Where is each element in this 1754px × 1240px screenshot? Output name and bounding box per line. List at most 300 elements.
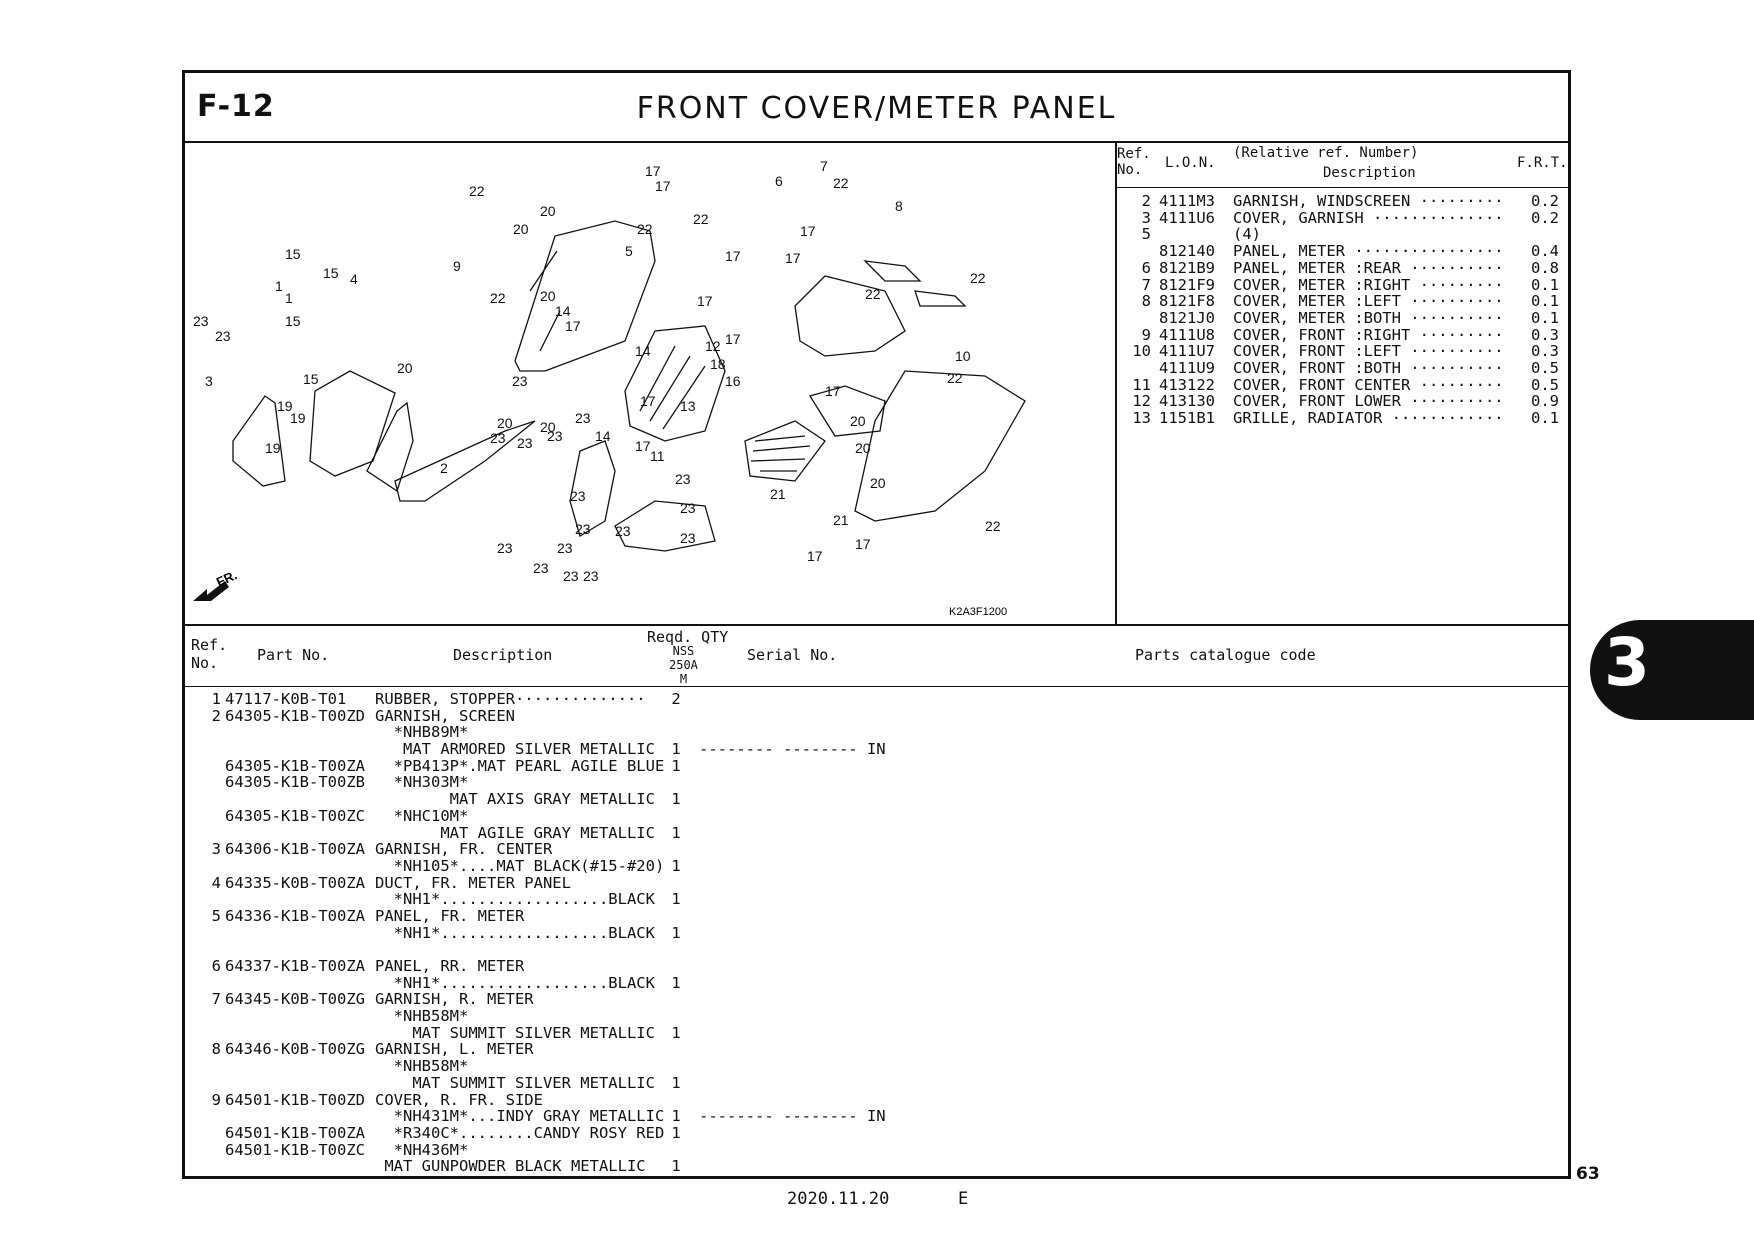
lon-row bbox=[1121, 193, 1559, 210]
parts-header-serial: Serial No. bbox=[747, 646, 838, 664]
parts-cell-ref bbox=[185, 941, 221, 958]
parts-row bbox=[185, 774, 899, 791]
callout-label: 14 bbox=[555, 303, 571, 319]
parts-cell-qty bbox=[657, 1092, 695, 1109]
lon-cell-ref: 5 bbox=[1141, 225, 1151, 244]
lon-cell-lon: 4111M3 bbox=[1159, 192, 1215, 210]
parts-row bbox=[185, 858, 899, 875]
lon-cell-frt: 0.2 bbox=[1531, 192, 1559, 210]
callout-label: 6 bbox=[775, 173, 783, 189]
lon-row bbox=[1121, 327, 1559, 344]
parts-table-header bbox=[185, 626, 1568, 687]
parts-row bbox=[185, 991, 899, 1008]
parts-cell-ref bbox=[185, 891, 221, 908]
callout-label: 20 bbox=[540, 288, 556, 304]
parts-cell-qty: 1 bbox=[671, 856, 681, 875]
parts-cell-part: 64306-K1B-T00ZA bbox=[225, 840, 365, 859]
parts-cell-part bbox=[221, 925, 375, 942]
lon-cell-ref bbox=[1121, 360, 1151, 377]
callout-label: 20 bbox=[850, 413, 866, 429]
callout-label: 20 bbox=[870, 475, 886, 491]
parts-cell-ref: 3 bbox=[211, 840, 221, 859]
parts-cell-part bbox=[221, 975, 375, 992]
lon-header-frt: F.R.T. bbox=[1517, 155, 1568, 171]
parts-cell-ref bbox=[185, 774, 221, 791]
lon-cell-ref: 2 bbox=[1141, 192, 1151, 210]
callout-label: 20 bbox=[513, 221, 529, 237]
parts-row bbox=[185, 1075, 899, 1092]
callout-label: 23 bbox=[680, 500, 696, 516]
callout-label: 17 bbox=[807, 548, 823, 564]
lon-cell-lon: 4111U9 bbox=[1159, 359, 1215, 378]
callout-label: 23 bbox=[615, 523, 631, 539]
lon-cell-lon: 413122 bbox=[1159, 375, 1215, 394]
parts-cell-serial bbox=[695, 925, 899, 942]
parts-cell-qty: 1 bbox=[671, 1107, 681, 1126]
parts-row bbox=[185, 1041, 899, 1058]
cover-front-part bbox=[855, 371, 1025, 521]
parts-cell-ref bbox=[185, 1142, 221, 1159]
parts-cell-qty bbox=[657, 774, 695, 791]
parts-header-desc: Description bbox=[453, 646, 553, 664]
lon-cell-desc: GARNISH, WINDSCREEN ········· bbox=[1233, 193, 1504, 210]
parts-cell-desc: *R340C*........CANDY ROSY RED bbox=[375, 1123, 665, 1142]
parts-cell-ref: 2 bbox=[211, 706, 221, 725]
callout-label: 20 bbox=[855, 440, 871, 456]
callout-label: 5 bbox=[625, 243, 633, 259]
parts-cell-qty: 1 bbox=[671, 1073, 681, 1092]
callout-label: 16 bbox=[725, 373, 741, 389]
l-meter-cover-part bbox=[915, 291, 965, 306]
lon-cell-frt: 0.5 bbox=[1531, 359, 1559, 378]
callout-label: 17 bbox=[655, 178, 671, 194]
parts-cell-part: 64346-K0B-T00ZG bbox=[225, 1040, 365, 1059]
parts-cell-part: 64345-K0B-T00ZG bbox=[225, 990, 365, 1009]
lon-cell-desc: COVER, FRONT CENTER ········· bbox=[1233, 376, 1504, 394]
callout-label: 18 bbox=[710, 356, 726, 372]
parts-cell-qty: 2 bbox=[671, 690, 681, 708]
parts-row bbox=[185, 841, 899, 858]
parts-cell-serial bbox=[695, 1041, 899, 1058]
parts-cell-desc: MAT AGILE GRAY METALLIC bbox=[375, 823, 655, 842]
callout-label: 1 bbox=[285, 290, 293, 306]
callout-label: 22 bbox=[947, 370, 963, 386]
page-frame bbox=[182, 70, 1571, 1179]
lon-cell-ref bbox=[1121, 310, 1151, 327]
parts-cell-serial bbox=[695, 825, 899, 842]
parts-cell-desc: MAT ARMORED SILVER METALLIC bbox=[375, 740, 655, 759]
callout-label: 21 bbox=[833, 512, 849, 528]
lon-cell-frt: 0.5 bbox=[1531, 375, 1559, 394]
parts-cell-qty bbox=[657, 941, 695, 958]
parts-cell-desc: MAT SUMMIT SILVER METALLIC bbox=[375, 1023, 655, 1042]
labor-operation-table bbox=[1117, 141, 1571, 624]
parts-cell-desc: PANEL, FR. METER bbox=[375, 906, 525, 925]
callout-label: 9 bbox=[453, 258, 461, 274]
parts-row bbox=[185, 958, 899, 975]
parts-cell-part: 64501-K1B-T00ZA bbox=[225, 1123, 365, 1142]
callout-label: 14 bbox=[635, 343, 651, 359]
parts-header-ref: Ref. No. bbox=[191, 636, 228, 672]
parts-cell-desc: *NHB89M* bbox=[375, 723, 469, 742]
parts-cell-part bbox=[221, 791, 375, 808]
parts-cell-ref bbox=[185, 858, 221, 875]
parts-cell-ref: 9 bbox=[211, 1090, 221, 1109]
lon-cell-ref: 12 bbox=[1132, 392, 1151, 411]
parts-cell-ref bbox=[185, 925, 221, 942]
parts-cell-part bbox=[221, 858, 375, 875]
parts-cell-qty bbox=[657, 958, 695, 975]
callout-label: 22 bbox=[693, 211, 709, 227]
lon-cell-lon: 812140 bbox=[1159, 242, 1215, 261]
lon-cell-frt: 0.1 bbox=[1531, 275, 1559, 294]
callout-label: 23 bbox=[680, 530, 696, 546]
parts-cell-part bbox=[221, 741, 375, 758]
lon-cell-desc: PANEL, METER :REAR ·········· bbox=[1233, 259, 1504, 277]
parts-cell-part bbox=[221, 1058, 375, 1075]
callout-label: 22 bbox=[970, 270, 986, 286]
parts-row bbox=[185, 925, 899, 942]
callout-label: 17 bbox=[800, 223, 816, 239]
callout-label: 20 bbox=[397, 360, 413, 376]
parts-cell-desc: *PB413P*.MAT PEARL AGILE BLUE bbox=[375, 756, 665, 775]
parts-cell-ref: 5 bbox=[211, 906, 221, 925]
callout-label: 22 bbox=[637, 221, 653, 237]
lon-row bbox=[1121, 277, 1559, 294]
callout-label: 23 bbox=[575, 410, 591, 426]
parts-cell-desc: DUCT, FR. METER PANEL bbox=[375, 873, 571, 892]
lon-cell-desc: COVER, FRONT :RIGHT ········· bbox=[1233, 326, 1504, 344]
callout-label: 11 bbox=[650, 448, 665, 464]
lon-cell-desc: COVER, GARNISH ·············· bbox=[1233, 209, 1504, 227]
parts-cell-serial bbox=[695, 1025, 899, 1042]
rr-meter-panel-part bbox=[795, 276, 905, 356]
lon-header-desc: Description bbox=[1323, 165, 1416, 181]
parts-cell-part bbox=[221, 941, 375, 958]
lon-cell-lon: 8121J0 bbox=[1159, 308, 1215, 327]
parts-row bbox=[185, 791, 899, 808]
parts-row bbox=[185, 741, 899, 758]
lon-cell-lon: 8121B9 bbox=[1159, 258, 1215, 277]
parts-table-body bbox=[185, 691, 899, 1175]
callout-label: 23 bbox=[557, 540, 573, 556]
parts-cell-part: 64501-K1B-T00ZD bbox=[225, 1090, 365, 1109]
parts-cell-part bbox=[221, 825, 375, 842]
parts-cell-desc: PANEL, RR. METER bbox=[375, 957, 525, 975]
callout-label: 17 bbox=[785, 250, 801, 266]
parts-cell-desc: *NH1*..................BLACK bbox=[375, 973, 655, 992]
parts-cell-ref bbox=[185, 1108, 221, 1125]
parts-cell-qty bbox=[657, 808, 695, 825]
parts-cell-ref bbox=[185, 1075, 221, 1092]
lon-header-ref: Ref. No. bbox=[1117, 146, 1151, 178]
lon-cell-ref: 9 bbox=[1141, 325, 1151, 344]
parts-cell-part bbox=[221, 1075, 375, 1092]
callout-label: 23 bbox=[675, 471, 691, 487]
lon-cell-lon: 8121F8 bbox=[1159, 292, 1215, 311]
callout-label: 15 bbox=[323, 265, 339, 281]
parts-cell-desc: MAT GUNPOWDER BLACK METALLIC bbox=[375, 1157, 646, 1176]
lon-cell-ref bbox=[1121, 243, 1151, 260]
parts-cell-serial: -------- -------- IN bbox=[699, 1107, 886, 1126]
callout-label: 23 bbox=[575, 521, 591, 537]
parts-cell-serial bbox=[695, 1142, 899, 1159]
parts-cell-part: 64501-K1B-T00ZC bbox=[225, 1140, 365, 1159]
parts-row bbox=[185, 708, 899, 725]
parts-cell-part: 64305-K1B-T00ZD bbox=[225, 706, 365, 725]
parts-row bbox=[185, 941, 899, 958]
parts-cell-serial bbox=[695, 1158, 899, 1175]
parts-row bbox=[185, 1058, 899, 1075]
callout-label: 20 bbox=[540, 203, 556, 219]
parts-cell-qty bbox=[657, 908, 695, 925]
parts-cell-part bbox=[221, 724, 375, 741]
callout-label: 23 bbox=[215, 328, 231, 344]
lon-row bbox=[1121, 343, 1559, 360]
parts-row bbox=[185, 1108, 899, 1125]
parts-cell-part: 64337-K1B-T00ZA bbox=[225, 957, 365, 975]
parts-cell-qty: 1 bbox=[671, 1023, 681, 1042]
callout-label: 20 bbox=[497, 415, 513, 431]
parts-cell-serial bbox=[695, 975, 899, 992]
lon-cell-desc: COVER, FRONT LOWER ·········· bbox=[1233, 393, 1504, 411]
parts-cell-serial bbox=[695, 841, 899, 858]
lon-cell-frt: 0.4 bbox=[1531, 242, 1559, 261]
parts-cell-part: 64305-K1B-T00ZC bbox=[225, 806, 365, 825]
r-meter-cover-part bbox=[865, 261, 920, 281]
lon-cell-desc: COVER, METER :BOTH ·········· bbox=[1233, 309, 1504, 327]
callout-label: 19 bbox=[290, 410, 306, 426]
callout-label: 17 bbox=[725, 248, 741, 264]
callout-label: 8 bbox=[895, 198, 903, 214]
garnish-screen-part bbox=[395, 421, 535, 501]
parts-cell-desc bbox=[375, 941, 657, 958]
callout-label: 19 bbox=[277, 398, 293, 414]
section-tab-number: 3 bbox=[1604, 624, 1650, 701]
lon-cell-lon bbox=[1151, 226, 1233, 243]
lon-row bbox=[1121, 410, 1559, 427]
lon-cell-lon: 1151B1 bbox=[1159, 409, 1215, 428]
parts-cell-serial bbox=[695, 808, 899, 825]
parts-cell-ref: 4 bbox=[211, 873, 221, 892]
parts-cell-qty bbox=[657, 1058, 695, 1075]
parts-cell-part bbox=[221, 891, 375, 908]
callout-label: 14 bbox=[595, 428, 611, 444]
parts-cell-desc: *NHB58M* bbox=[375, 1007, 469, 1026]
parts-cell-ref bbox=[185, 975, 221, 992]
lon-cell-desc: COVER, FRONT :BOTH ·········· bbox=[1233, 360, 1504, 377]
parts-cell-ref bbox=[185, 1058, 221, 1075]
callout-label: 17 bbox=[725, 331, 741, 347]
parts-cell-desc: *NH105*....MAT BLACK(#15-#20) bbox=[375, 856, 665, 875]
parts-cell-serial: -------- -------- IN bbox=[699, 740, 886, 759]
parts-cell-qty: 1 bbox=[671, 1157, 681, 1176]
lon-cell-ref: 7 bbox=[1141, 275, 1151, 294]
parts-cell-desc: *NH1*..................BLACK bbox=[375, 923, 655, 942]
lon-cell-lon: 8121F9 bbox=[1159, 275, 1215, 294]
parts-cell-serial bbox=[695, 724, 899, 741]
callout-label: 12 bbox=[705, 338, 721, 354]
parts-cell-serial bbox=[695, 908, 899, 925]
lon-cell-lon: 4111U8 bbox=[1159, 325, 1215, 344]
parts-row bbox=[185, 875, 899, 892]
lon-row bbox=[1121, 243, 1559, 260]
lon-cell-lon: 4111U7 bbox=[1159, 342, 1215, 361]
parts-cell-ref bbox=[185, 825, 221, 842]
lon-header-desc-top: (Relative ref. Number) bbox=[1233, 145, 1419, 161]
lon-row bbox=[1121, 210, 1559, 227]
parts-cell-serial bbox=[695, 991, 899, 1008]
lon-row bbox=[1121, 226, 1559, 243]
callout-label: 13 bbox=[680, 398, 696, 414]
lon-cell-frt: 0.9 bbox=[1531, 392, 1559, 411]
parts-row bbox=[185, 808, 899, 825]
parts-cell-qty bbox=[657, 991, 695, 1008]
parts-cell-serial bbox=[695, 758, 899, 775]
parts-cell-serial bbox=[695, 1058, 899, 1075]
parts-row bbox=[185, 691, 899, 708]
parts-cell-desc: GARNISH, FR. CENTER bbox=[375, 840, 553, 859]
parts-cell-qty: 1 bbox=[671, 890, 681, 909]
parts-row bbox=[185, 1092, 899, 1109]
parts-cell-part bbox=[221, 1008, 375, 1025]
callout-label: 17 bbox=[565, 318, 581, 334]
callout-label: 15 bbox=[285, 246, 301, 262]
callout-label: 17 bbox=[697, 293, 713, 309]
parts-cell-ref bbox=[185, 1158, 221, 1175]
parts-row bbox=[185, 825, 899, 842]
parts-cell-serial bbox=[695, 791, 899, 808]
lon-cell-frt: 0.3 bbox=[1531, 325, 1559, 344]
exploded-diagram bbox=[185, 141, 1117, 624]
callout-label: 15 bbox=[303, 371, 319, 387]
parts-cell-part: 64305-K1B-T00ZA bbox=[225, 756, 365, 775]
lon-cell-frt: 0.1 bbox=[1531, 409, 1559, 428]
callout-label: 23 bbox=[583, 568, 599, 584]
callout-label: 17 bbox=[645, 163, 661, 179]
lon-row bbox=[1121, 293, 1559, 310]
parts-cell-serial bbox=[695, 774, 899, 791]
parts-row bbox=[185, 908, 899, 925]
callout-label: 23 bbox=[570, 488, 586, 504]
cover-r-fr-side-part bbox=[515, 221, 655, 371]
parts-cell-ref bbox=[185, 758, 221, 775]
callout-label: 22 bbox=[865, 286, 881, 302]
parts-row bbox=[185, 1008, 899, 1025]
parts-cell-desc: *NH303M* bbox=[375, 773, 469, 792]
callout-label: 23 bbox=[517, 435, 533, 451]
parts-cell-part: 47117-K0B-T01 bbox=[225, 690, 347, 708]
footer-edition: E bbox=[958, 1189, 969, 1209]
lon-cell-frt: 0.1 bbox=[1531, 292, 1559, 311]
parts-row bbox=[185, 1158, 899, 1175]
parts-cell-ref bbox=[185, 791, 221, 808]
diagram-image-code: K2A3F1200 bbox=[949, 606, 1008, 618]
parts-cell-part bbox=[221, 1108, 375, 1125]
callout-label: 10 bbox=[955, 348, 971, 364]
callout-label: 23 bbox=[547, 428, 563, 444]
callout-label: 15 bbox=[285, 313, 301, 329]
parts-cell-serial bbox=[695, 958, 899, 975]
lon-table-header bbox=[1117, 141, 1571, 188]
parts-cell-desc: MAT AXIS GRAY METALLIC bbox=[375, 790, 655, 809]
parts-cell-ref bbox=[185, 1025, 221, 1042]
parts-row bbox=[185, 724, 899, 741]
parts-cell-part: 64305-K1B-T00ZB bbox=[225, 773, 365, 792]
lon-row bbox=[1121, 377, 1559, 394]
callout-label: 23 bbox=[533, 560, 549, 576]
callout-label: 1 bbox=[275, 278, 283, 294]
fr-label: FR. bbox=[213, 567, 240, 590]
parts-cell-qty: 1 bbox=[671, 756, 681, 775]
lon-cell-ref: 10 bbox=[1132, 342, 1151, 361]
parts-cell-qty bbox=[657, 1041, 695, 1058]
parts-cell-qty bbox=[657, 1008, 695, 1025]
parts-cell-desc: *NHB58M* bbox=[375, 1057, 469, 1076]
section-tab bbox=[1590, 620, 1754, 720]
parts-header-reqd: Reqd. QTY bbox=[647, 628, 729, 646]
callout-label: 22 bbox=[985, 518, 1001, 534]
parts-cell-qty bbox=[657, 875, 695, 892]
lon-cell-desc: COVER, METER :RIGHT ········· bbox=[1233, 276, 1504, 294]
parts-cell-serial bbox=[695, 891, 899, 908]
parts-cell-serial bbox=[695, 941, 899, 958]
parts-cell-ref: 7 bbox=[211, 990, 221, 1009]
parts-cell-desc: GARNISH, L. METER bbox=[375, 1040, 534, 1059]
callout-label: 22 bbox=[490, 290, 506, 306]
parts-row bbox=[185, 975, 899, 992]
parts-cell-ref bbox=[185, 741, 221, 758]
parts-cell-desc: *NH1*..................BLACK bbox=[375, 890, 655, 909]
parts-cell-serial bbox=[695, 858, 899, 875]
parts-row bbox=[185, 1025, 899, 1042]
parts-header-part: Part No. bbox=[257, 646, 330, 664]
callout-label: 23 bbox=[193, 313, 209, 329]
parts-cell-desc: *NH431M*...INDY GRAY METALLIC bbox=[375, 1107, 665, 1126]
parts-cell-serial bbox=[695, 875, 899, 892]
parts-cell-ref bbox=[185, 808, 221, 825]
lon-cell-desc: COVER, METER :LEFT ·········· bbox=[1233, 293, 1504, 310]
lon-cell-lon: 4111U6 bbox=[1159, 208, 1215, 227]
lon-cell-frt: 0.2 bbox=[1531, 208, 1559, 227]
callout-label: 21 bbox=[770, 486, 786, 502]
parts-cell-qty: 1 bbox=[671, 923, 681, 942]
parts-cell-qty: 1 bbox=[671, 1123, 681, 1142]
parts-cell-desc: MAT SUMMIT SILVER METALLIC bbox=[375, 1073, 655, 1092]
parts-cell-ref bbox=[185, 1125, 221, 1142]
lon-cell-desc: (4) bbox=[1233, 226, 1261, 244]
parts-cell-qty bbox=[657, 724, 695, 741]
lon-cell-ref: 13 bbox=[1132, 409, 1151, 428]
callout-label: 4 bbox=[350, 271, 358, 287]
lon-cell-lon: 413130 bbox=[1159, 392, 1215, 411]
callout-label: 17 bbox=[640, 393, 656, 409]
parts-cell-serial bbox=[695, 1075, 899, 1092]
lon-row bbox=[1121, 393, 1559, 410]
callout-label: 17 bbox=[635, 438, 651, 454]
parts-cell-part bbox=[221, 1025, 375, 1042]
lon-row bbox=[1121, 310, 1559, 327]
parts-cell-desc: *NH436M* bbox=[375, 1140, 469, 1159]
parts-cell-serial bbox=[695, 691, 899, 708]
parts-list bbox=[185, 624, 1568, 1181]
parts-cell-serial bbox=[695, 1092, 899, 1109]
lon-row bbox=[1121, 360, 1559, 377]
parts-header-catalogue: Parts catalogue code bbox=[1135, 646, 1316, 664]
parts-cell-desc: *NHC10M* bbox=[375, 806, 469, 825]
callout-label: 2 bbox=[440, 460, 448, 476]
parts-cell-ref bbox=[185, 724, 221, 741]
